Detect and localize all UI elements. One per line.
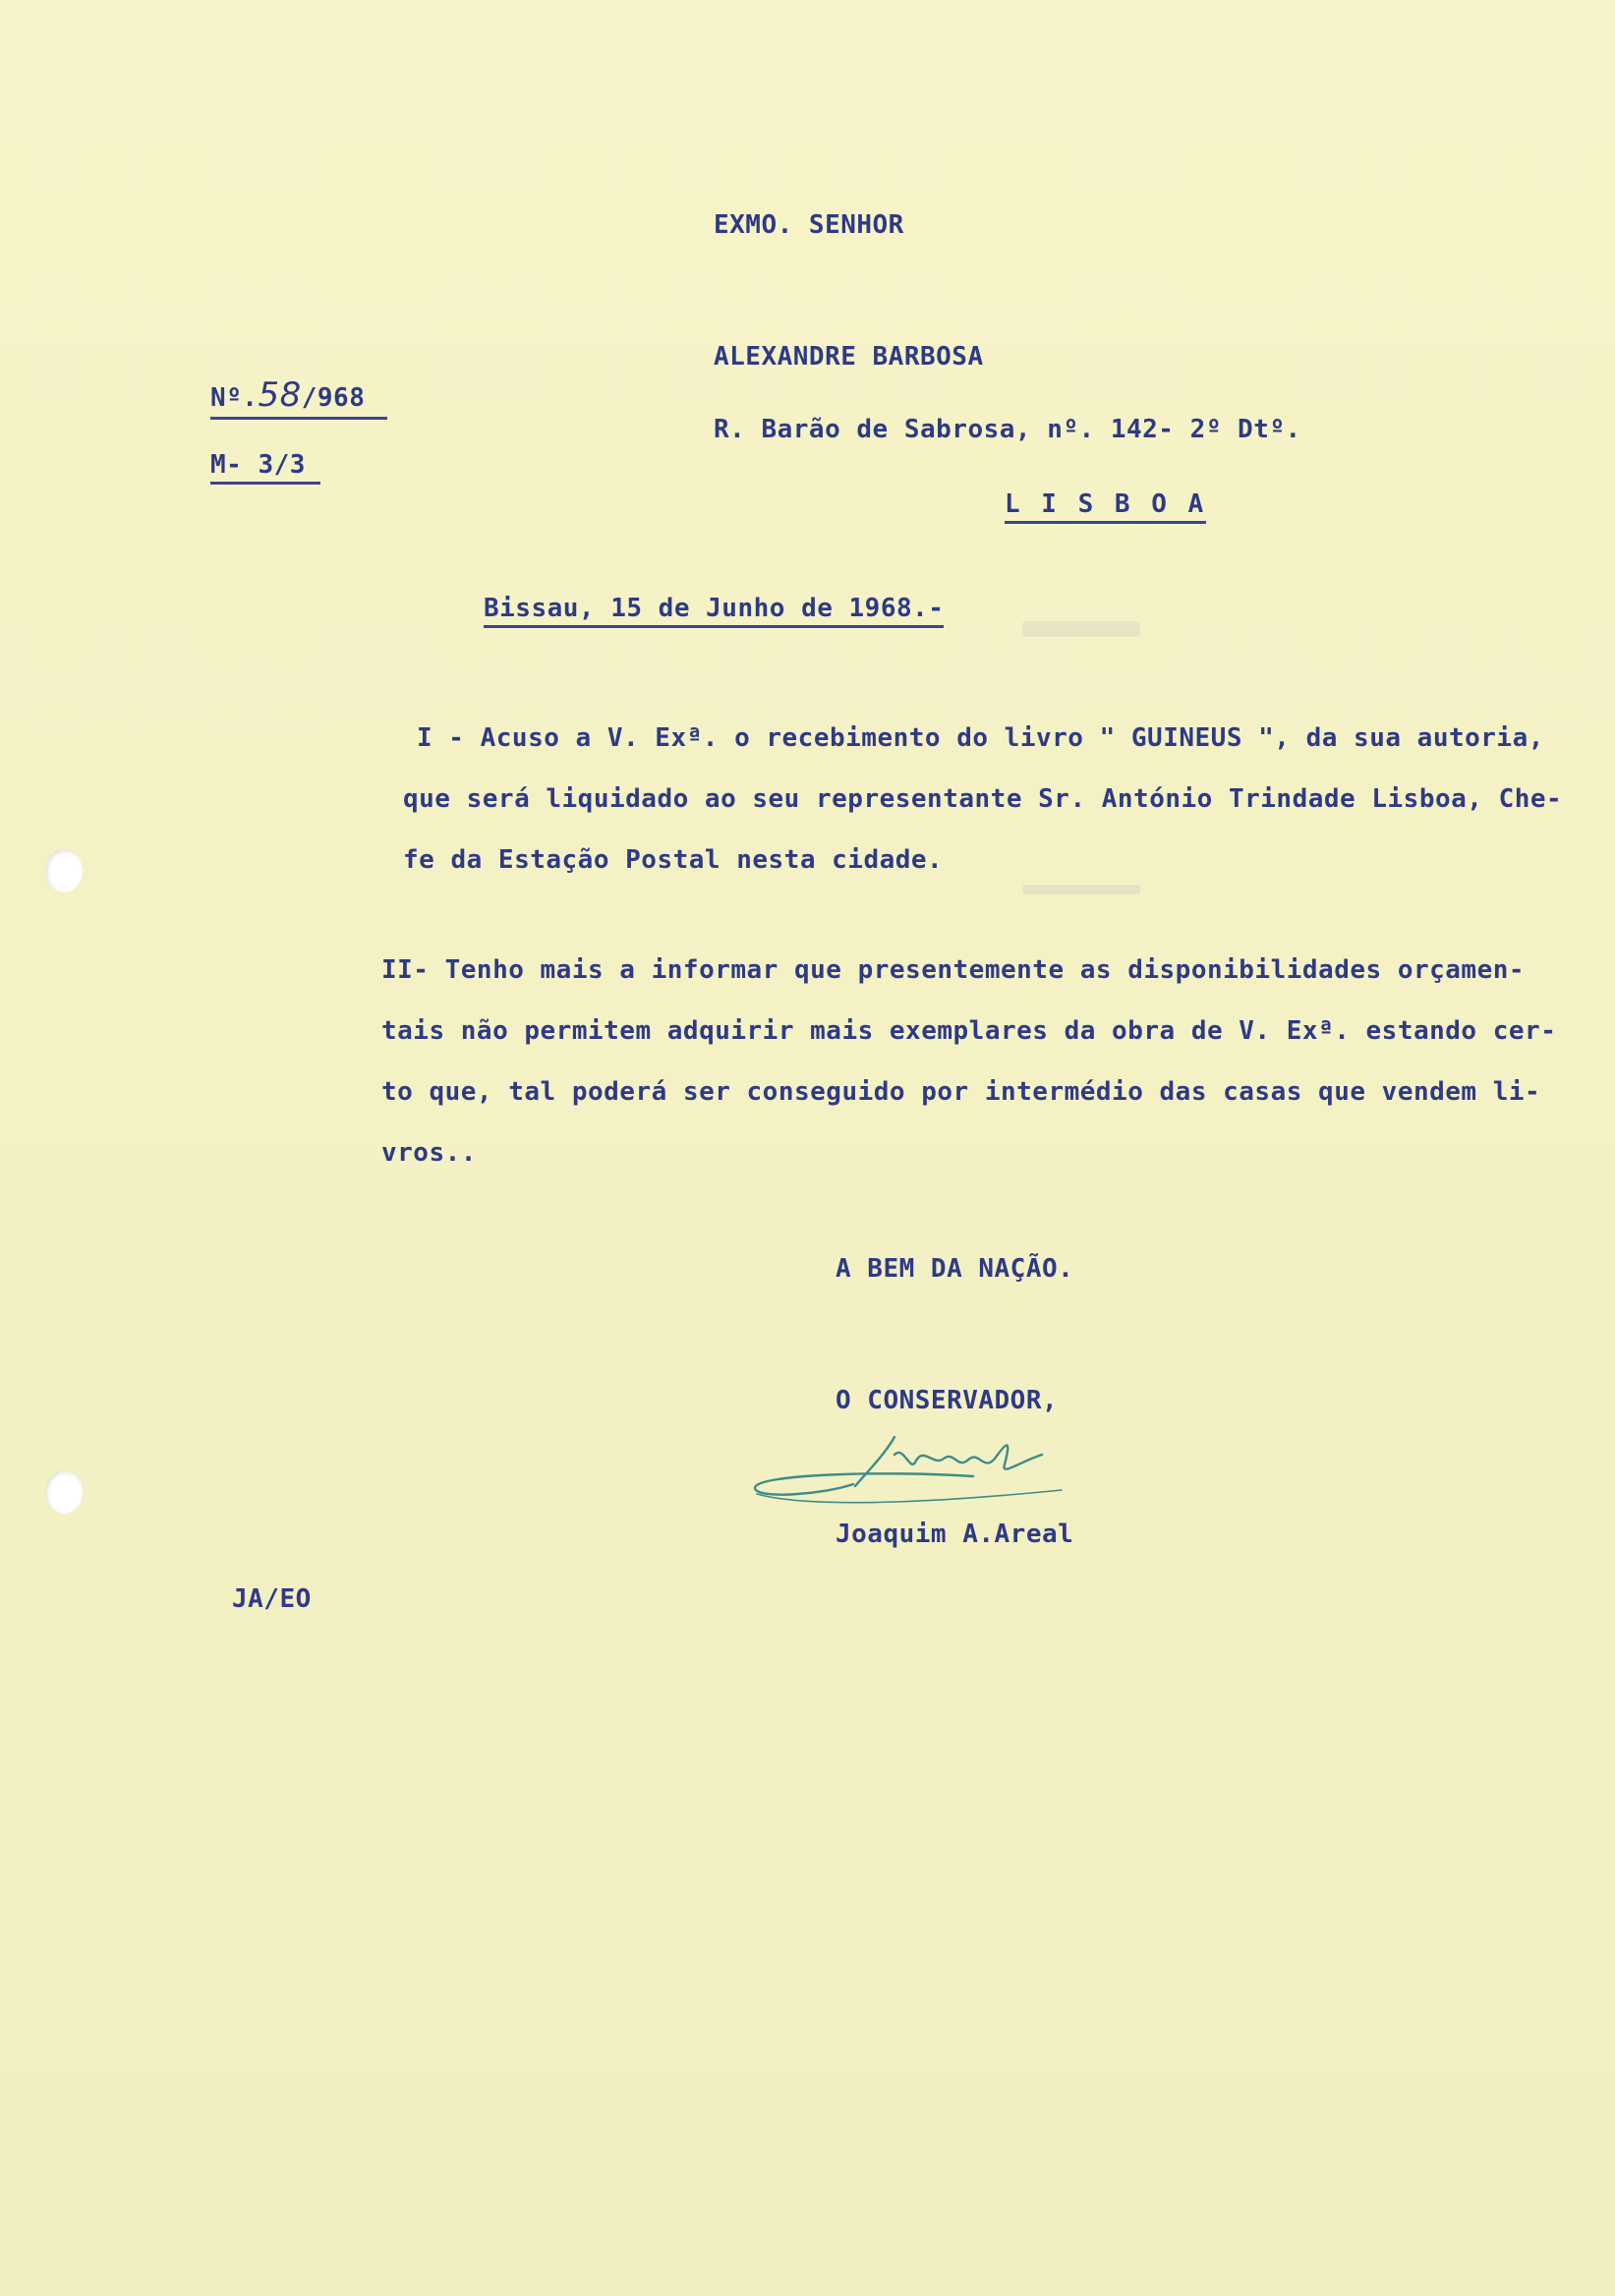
paragraph-2-line: to que, tal poderá ser conseguido por intermédio das casas que vendem li-	[381, 1077, 1541, 1107]
recipient-address: R. Barão de Sabrosa, nº. 142- 2º Dtº.	[714, 415, 1301, 444]
paragraph-1	[403, 708, 1562, 890]
reference-number	[210, 375, 387, 420]
signature-icon	[747, 1415, 1081, 1523]
signatory-name: Joaquim A.Areal	[836, 1520, 1074, 1549]
closing-title: O CONSERVADOR,	[836, 1386, 1059, 1415]
recipient-name: ALEXANDRE BARBOSA	[714, 342, 984, 372]
ink-smudge	[1022, 621, 1140, 637]
reference-number-suffix: /968	[301, 383, 366, 413]
paragraph-1-line: que será liquidado ao seu representante Sr. António Trindade Lisboa, Che-	[403, 784, 1563, 814]
paragraph-1-line: I - Acuso a V. Exª. o recebimento do livro " GUINEUS ", da sua autoria,	[417, 723, 1544, 753]
paragraph-2-line: II- Tenho mais a informar que presentemente as disponibilidades orçamen-	[381, 955, 1526, 985]
recipient-city: L I S B O A	[1005, 489, 1206, 524]
reference-code: M- 3/3	[210, 450, 320, 485]
punch-hole-bottom	[45, 1470, 83, 1514]
paragraph-2-line: tais não permitem adquirir mais exemplares da obra de V. Exª. estando cer-	[381, 1016, 1557, 1046]
paragraph-2-line: vros..	[381, 1138, 477, 1168]
date-text: Bissau, 15 de Junho de 1968.-	[484, 594, 944, 628]
salutation: EXMO. SENHOR	[714, 210, 904, 240]
initials: JA/EO	[232, 1584, 312, 1614]
date-line	[484, 594, 944, 623]
reference-number-handwritten: 58	[258, 375, 302, 415]
punch-hole-top	[45, 849, 83, 892]
paragraph-1-line: fe da Estação Postal nesta cidade.	[403, 845, 944, 875]
paragraph-2	[381, 940, 1556, 1183]
closing-motto: A BEM DA NAÇÃO.	[836, 1254, 1074, 1284]
reference-number-prefix: Nº.	[210, 383, 259, 413]
